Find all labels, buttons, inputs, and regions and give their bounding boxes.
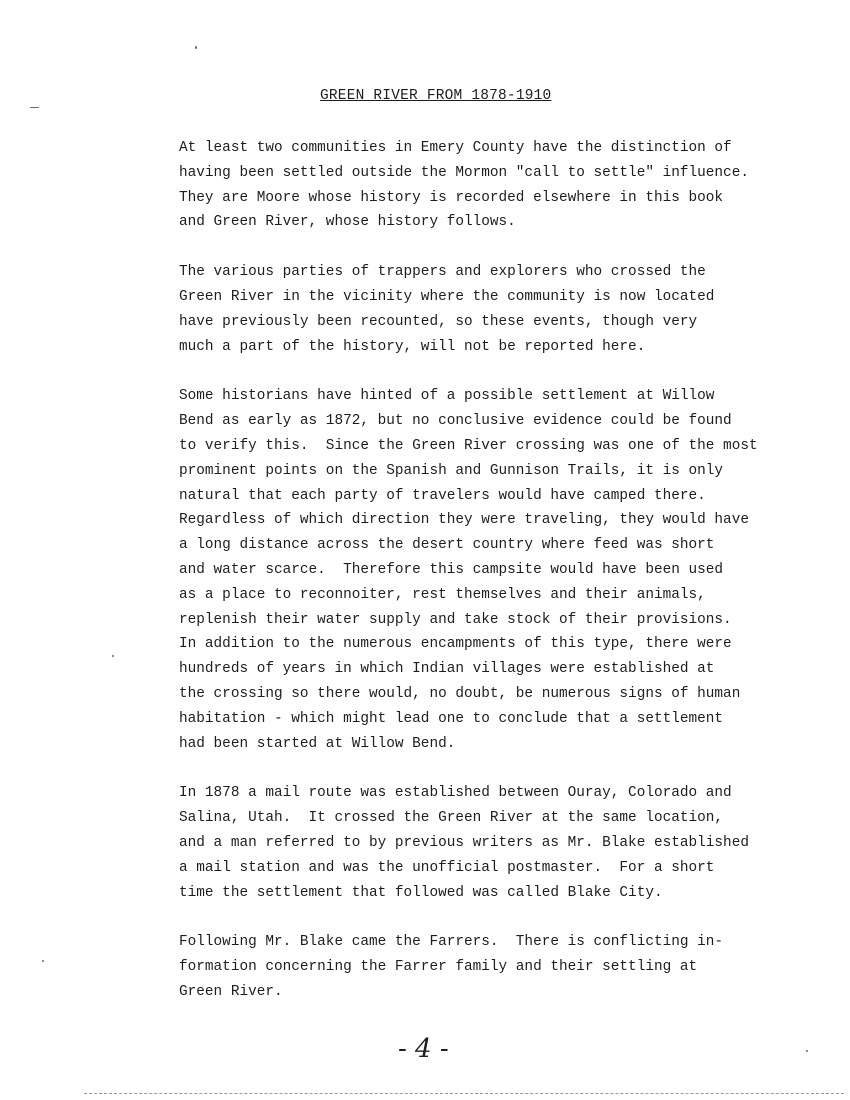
- text-line: much a part of the history, will not be reported here.: [179, 338, 646, 355]
- body-text: [179, 136, 799, 1030]
- paragraph-5: [179, 930, 799, 1004]
- text-line: Green River.: [179, 983, 283, 1000]
- text-line: as a place to reconnoiter, rest themselves and their animals,: [179, 586, 706, 603]
- text-line: to verify this. Since the Green River crossing was one of the most: [179, 437, 758, 454]
- text-line: Salina, Utah. It crossed the Green River at the same location,: [179, 810, 724, 827]
- scan-speck: [806, 1050, 808, 1052]
- scan-edge-line: [84, 1093, 844, 1094]
- text-line: At least two communities in Emery County have the distinction of: [179, 140, 732, 156]
- text-line: time the settlement that followed was called Blake City.: [179, 884, 663, 901]
- text-line: prominent points on the Spanish and Gunnison Trails, it is only: [179, 462, 724, 479]
- paragraph-2: [179, 260, 799, 359]
- text-line: In 1878 a mail route was established between Ouray, Colorado and: [179, 785, 732, 802]
- text-line: Some historians have hinted of a possible settlement at Willow: [179, 388, 715, 405]
- scan-speck: [30, 107, 39, 108]
- text-line: In addition to the numerous encampments of this type, there were: [179, 636, 732, 653]
- paragraph-4: [179, 781, 799, 905]
- text-line: the crossing so there would, no doubt, be numerous signs of human: [179, 685, 741, 702]
- page-number: - 4 -: [398, 1034, 449, 1064]
- text-line: have previously been recounted, so these events, though very: [179, 313, 698, 330]
- text-line: Green River in the vicinity where the community is now located: [179, 288, 715, 305]
- text-line: replenish their water supply and take stock of their provisions.: [179, 611, 732, 628]
- text-line: and water scarce. Therefore this campsite would have been used: [179, 561, 724, 578]
- text-line: formation concerning the Farrer family and their settling at: [179, 959, 698, 976]
- text-line: and a man referred to by previous writers as Mr. Blake established: [179, 834, 749, 851]
- text-line: natural that each party of travelers would have camped there.: [179, 487, 706, 504]
- text-line: Bend as early as 1872, but no conclusive evidence could be found: [179, 413, 732, 430]
- scan-speck: [195, 46, 197, 49]
- paragraph-3: [179, 384, 799, 756]
- text-line: having been settled outside the Mormon "call to settle" influence.: [179, 164, 749, 181]
- scan-speck: [112, 655, 114, 657]
- text-line: a mail station and was the unofficial postmaster. For a short: [179, 859, 715, 876]
- text-line: Regardless of which direction they were traveling, they would have: [179, 512, 749, 529]
- text-line: and Green River, whose history follows.: [179, 214, 516, 231]
- text-line: hundreds of years in which Indian villages were established at: [179, 661, 715, 678]
- paragraph-1: [179, 136, 799, 235]
- text-line: a long distance across the desert country where feed was short: [179, 537, 715, 554]
- scan-speck: [42, 960, 44, 962]
- text-line: Following Mr. Blake came the Farrers. There is conflicting in-: [179, 934, 724, 951]
- page-title: GREEN RIVER FROM 1878-1910: [320, 88, 552, 104]
- text-line: The various parties of trappers and explorers who crossed the: [179, 264, 706, 281]
- text-line: They are Moore whose history is recorded elsewhere in this book: [179, 189, 724, 206]
- text-line: had been started at Willow Bend.: [179, 735, 456, 752]
- text-line: habitation - which might lead one to conclude that a settlement: [179, 710, 724, 727]
